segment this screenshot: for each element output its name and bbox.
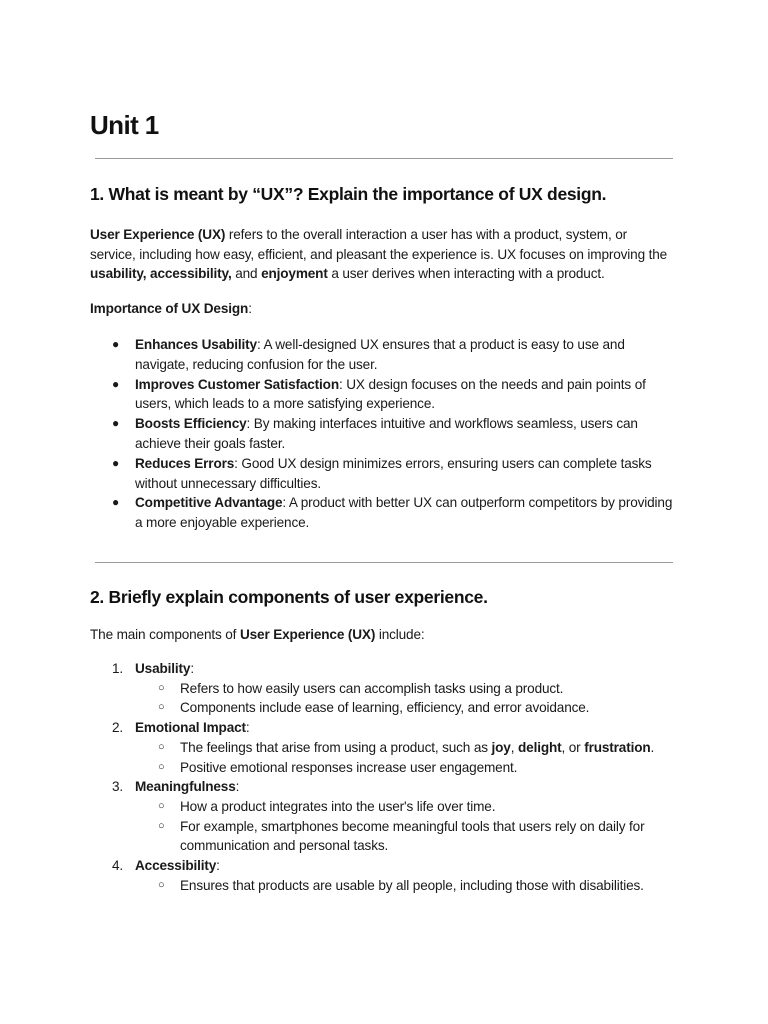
importance-item-text: : UX design focuses on the needs and pain points of users, which leads to a more satisfying experience. xyxy=(135,376,646,412)
importance-item-term: Enhances Usability xyxy=(135,337,257,352)
component-points xyxy=(135,679,675,718)
point-run-text: Ensures that products are usable by all people, including those with disabilities. xyxy=(180,877,644,893)
importance-item-term: Reduces Errors xyxy=(135,455,235,471)
question-2-intro xyxy=(90,625,675,645)
component-title: Emotional Impact xyxy=(135,720,246,736)
intro-run-bold: User Experience (UX) xyxy=(239,627,376,642)
bullet-marker: ● xyxy=(112,455,120,470)
component-points xyxy=(135,738,675,777)
intro-run-text: a user derives when interacting with a product. xyxy=(327,266,605,282)
intro-run-bold: usability, accessibility, xyxy=(90,266,232,282)
bullet-marker: ● xyxy=(112,376,120,391)
unit-title: Unit 1 xyxy=(90,110,159,140)
component-points xyxy=(135,876,675,896)
component-number: 4. xyxy=(112,858,124,874)
importance-list xyxy=(90,335,675,533)
sub-bullet-marker: ○ xyxy=(158,740,165,753)
component-item xyxy=(90,718,675,777)
importance-item-text: : By making interfaces intuitive and workflows seamless, users can achieve their goals faster. xyxy=(135,416,638,451)
intro-run-bold: enjoyment xyxy=(261,266,328,282)
intro-run-text: The main components of xyxy=(90,627,240,642)
component-title: Meaningfulness xyxy=(135,779,236,795)
point-run-text: The feelings that arise from using a product, such as xyxy=(180,739,492,755)
importance-label xyxy=(90,299,675,319)
importance-item-text: : A product with better UX can outperform competitors by providing a more enjoyable experience. xyxy=(135,495,673,531)
point-run-bold: frustration xyxy=(584,739,651,755)
component-number: 2. xyxy=(112,720,124,736)
importance-item-term: Improves Customer Satisfaction xyxy=(135,376,339,392)
intro-run-text: include: xyxy=(375,627,425,642)
sub-bullet-marker: ○ xyxy=(158,681,165,694)
sub-bullet-marker: ○ xyxy=(158,760,165,773)
point-run-text: . xyxy=(650,739,655,755)
component-title: Usability xyxy=(135,661,191,676)
importance-label-colon: : xyxy=(248,301,252,316)
sub-bullet-marker: ○ xyxy=(158,799,165,812)
point-run-text: , or xyxy=(561,739,585,755)
intro-run-text: and xyxy=(231,266,262,282)
point-run-text: For example, smartphones become meaningful tools that users rely on daily for communication and personal tasks. xyxy=(180,818,645,854)
importance-item-term: Boosts Efficiency xyxy=(135,416,247,432)
point-run-text: Positive emotional responses increase user engagement. xyxy=(180,759,518,775)
component-colon: : xyxy=(245,720,250,736)
component-point xyxy=(135,679,675,699)
component-number: 3. xyxy=(112,779,124,795)
component-colon: : xyxy=(190,661,194,676)
point-run-text: How a product integrates into the user's life over time. xyxy=(180,798,496,814)
importance-item xyxy=(90,414,675,454)
point-run-text: Components include ease of learning, efficiency, and error avoidance. xyxy=(180,700,590,716)
component-item xyxy=(90,777,675,856)
component-item xyxy=(90,659,675,718)
components-list xyxy=(90,659,675,895)
importance-item-term: Competitive Advantage xyxy=(135,495,283,511)
bullet-marker: ● xyxy=(112,416,120,431)
component-colon: : xyxy=(235,779,240,795)
point-run-text: , xyxy=(510,739,518,755)
component-item xyxy=(90,856,675,895)
importance-item xyxy=(90,375,675,415)
component-points xyxy=(135,797,675,856)
point-run-bold: joy xyxy=(491,739,511,755)
importance-item-text: : Good UX design minimizes errors, ensuring users can complete tasks without unnecessary difficulties. xyxy=(135,455,652,491)
sub-bullet-marker: ○ xyxy=(158,819,165,832)
bullet-marker: ● xyxy=(112,495,120,510)
question-1-heading: 1. What is meant by “UX”? Explain the importance of UX design. xyxy=(90,184,607,204)
importance-label-text: Importance of UX Design xyxy=(90,301,249,316)
component-colon: : xyxy=(216,858,220,874)
sub-bullet-marker: ○ xyxy=(158,701,165,714)
component-point xyxy=(135,738,675,758)
intro-run-text: refers to the overall interaction a user has with a product, system, or service, including how easy, efficient, and pleasant the experience is. UX focuses on improving the xyxy=(90,227,668,262)
importance-item-text: : A well-designed UX ensures that a product is easy to use and navigate, reducing confusion for the user. xyxy=(135,337,625,372)
component-point xyxy=(135,758,675,778)
component-title: Accessibility xyxy=(135,858,217,874)
intro-run-bold: User Experience (UX) xyxy=(90,227,226,242)
component-point xyxy=(135,797,675,817)
point-run-text: Refers to how easily users can accomplish tasks using a product. xyxy=(180,680,564,696)
importance-item xyxy=(90,454,675,494)
component-number: 1. xyxy=(112,661,124,676)
divider xyxy=(95,158,673,159)
importance-item xyxy=(90,335,675,375)
point-run-bold: delight xyxy=(518,739,562,755)
bullet-marker: ● xyxy=(112,337,120,351)
question-2-heading: 2. Briefly explain components of user experience. xyxy=(90,587,488,607)
divider xyxy=(95,562,673,563)
component-point xyxy=(135,698,675,718)
component-point xyxy=(135,876,675,896)
question-1-intro xyxy=(90,225,675,284)
component-point xyxy=(135,817,675,856)
sub-bullet-marker: ○ xyxy=(158,878,165,891)
importance-item xyxy=(90,493,675,533)
